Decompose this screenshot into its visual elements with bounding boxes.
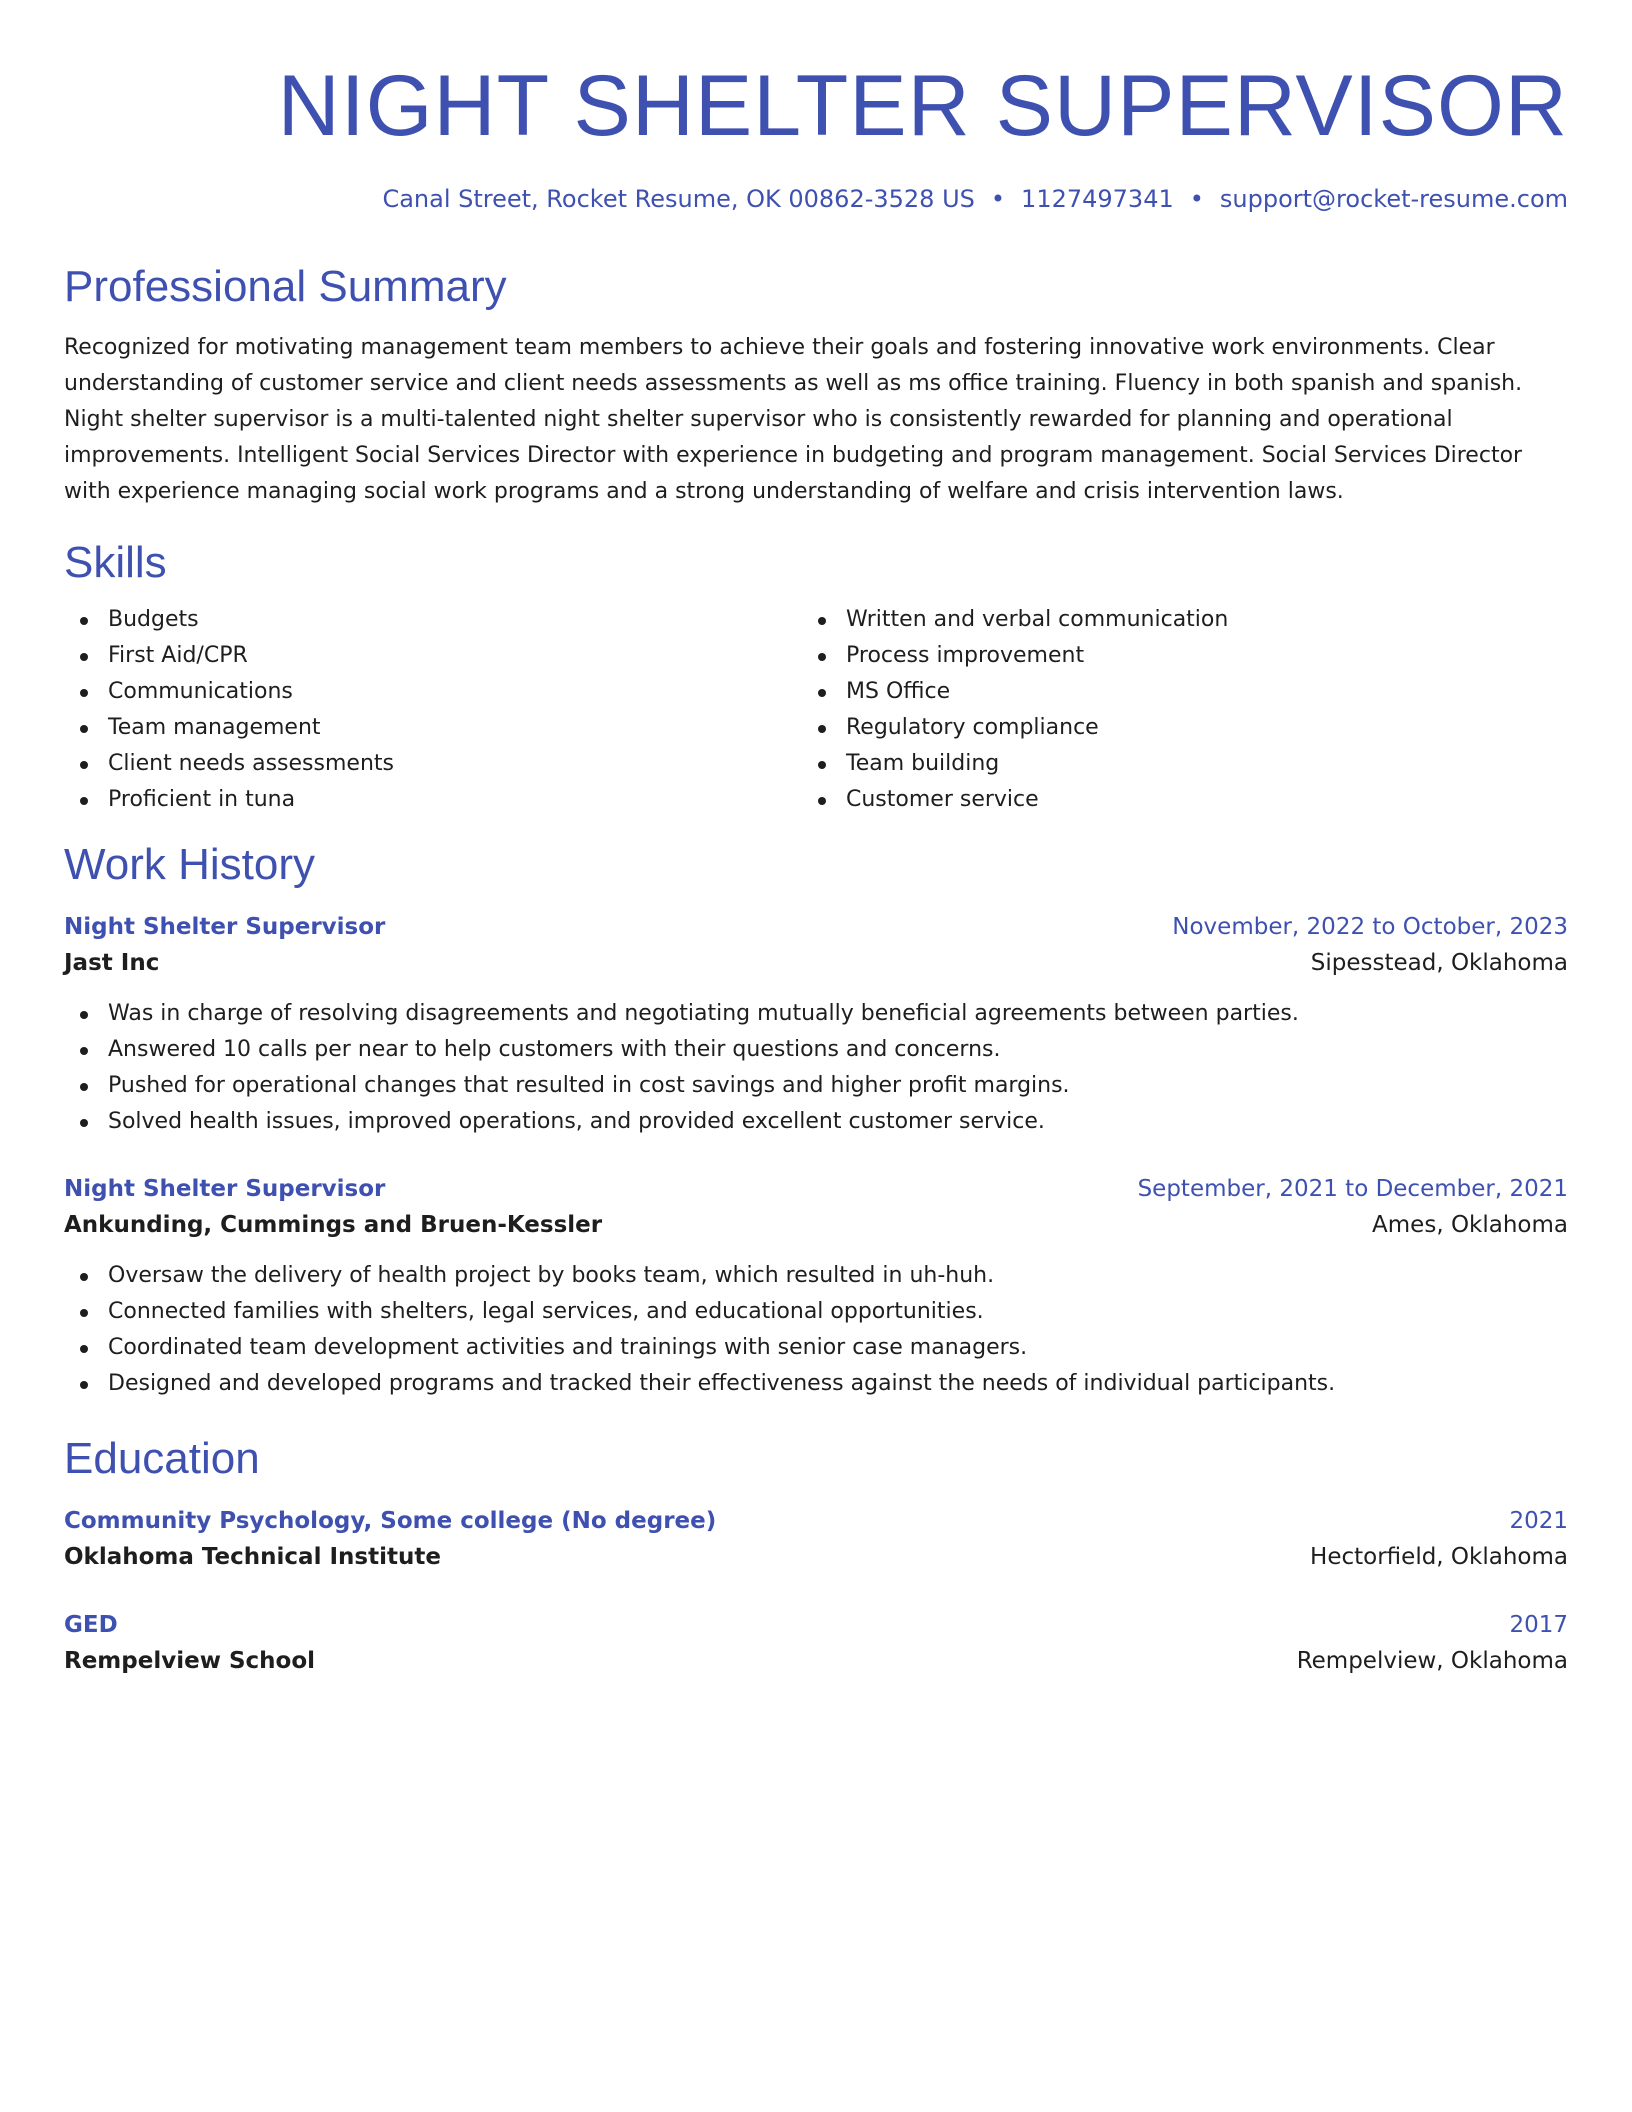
job-location: Ames, Oklahoma (1372, 1212, 1568, 1238)
job-company: Jast Inc (64, 950, 160, 976)
skill-item: MS Office (802, 674, 1228, 710)
skill-item: Process improvement (802, 638, 1228, 674)
summary-text: Recognized for motivating management team members to achieve their goals and fostering innovative work environments. Clear understanding of customer service and client needs assessments as well as ms office training. Fluency in both spanish and spanish. Night shelter supervisor is a multi-talented night shelter supervisor who is consistently rewarded for planning and operational improvements. Intelligent Social Services Director with experience in budgeting and program management. Social Services Director with experience managing social work programs and a strong understanding of welfare and crisis intervention laws. (64, 335, 1523, 504)
job-dates: September, 2021 to December, 2021 (1137, 1176, 1568, 1202)
section-heading-skills: Skills (64, 538, 167, 587)
contact-separator: • (990, 185, 1006, 213)
skill-item: First Aid/CPR (64, 638, 802, 674)
education-header-row (64, 1504, 1568, 1538)
contact-email: support@rocket-resume.com (1219, 185, 1568, 213)
contact-line (64, 184, 1568, 214)
job-bullet: Coordinated team development activities and trainings with senior case managers. (64, 1330, 1568, 1366)
job-bullet: Answered 10 calls per near to help customers with their questions and concerns. (64, 1032, 1568, 1068)
job-company: Ankunding, Cummings and Bruen-Kessler (64, 1212, 603, 1238)
job-title: Night Shelter Supervisor (64, 914, 386, 940)
job-bullet: Connected families with shelters, legal services, and educational opportunities. (64, 1294, 1568, 1330)
job-bullets (64, 996, 1568, 1140)
job-bullet: Solved health issues, improved operations, and provided excellent customer service. (64, 1104, 1568, 1140)
job-bullet: Pushed for operational changes that resulted in cost savings and higher profit margins. (64, 1068, 1568, 1104)
job-entry (64, 1172, 1568, 1402)
education-header-row (64, 1608, 1568, 1642)
job-dates: November, 2022 to October, 2023 (1172, 914, 1568, 940)
skill-item: Client needs assessments (64, 746, 802, 782)
job-bullets (64, 1258, 1568, 1402)
contact-phone: 1127497341 (1021, 185, 1174, 213)
section-heading-work-history: Work History (64, 840, 315, 889)
education-location: Rempelview, Oklahoma (1296, 1648, 1568, 1674)
professional-summary-section (64, 260, 1568, 510)
skill-item: Customer service (802, 782, 1228, 818)
education-school: Oklahoma Technical Institute (64, 1544, 441, 1570)
contact-separator: • (1189, 185, 1204, 213)
job-company-row (64, 1206, 1568, 1244)
section-heading-summary: Professional Summary (64, 262, 507, 311)
education-entry (64, 1608, 1568, 1680)
education-year: 2017 (1509, 1612, 1568, 1638)
education-location: Hectorfield, Oklahoma (1310, 1544, 1568, 1570)
education-section (64, 1432, 1568, 1680)
skill-item: Budgets (64, 602, 802, 638)
skill-item: Communications (64, 674, 802, 710)
education-entry (64, 1504, 1568, 1576)
job-title: Night Shelter Supervisor (64, 1176, 386, 1202)
skills-columns (64, 602, 1568, 818)
education-school: Rempelview School (64, 1648, 316, 1674)
job-location: Sipesstead, Oklahoma (1310, 950, 1568, 976)
applicant-title: NIGHT SHELTER SUPERVISOR (277, 58, 1568, 154)
job-bullet: Designed and developed programs and tracked their effectiveness against the needs of individual participants. (64, 1366, 1568, 1402)
job-company-row (64, 944, 1568, 982)
skill-item: Regulatory compliance (802, 710, 1228, 746)
education-degree: Community Psychology, Some college (No degree) (64, 1508, 717, 1534)
education-school-row (64, 1642, 1568, 1680)
skills-list-right (802, 602, 1228, 818)
contact-address: Canal Street, Rocket Resume, OK 00862-3528 US (382, 185, 975, 213)
work-history-section (64, 838, 1568, 1402)
education-year: 2021 (1509, 1508, 1568, 1534)
skills-section (64, 536, 1568, 818)
job-header-row (64, 1172, 1568, 1206)
job-bullet: Was in charge of resolving disagreements and negotiating mutually beneficial agreements between parties. (64, 996, 1568, 1032)
skill-item: Team building (802, 746, 1228, 782)
skill-item: Proficient in tuna (64, 782, 802, 818)
education-school-row (64, 1538, 1568, 1576)
skill-item: Written and verbal communication (802, 602, 1228, 638)
skills-list-left (64, 602, 802, 818)
job-entry (64, 910, 1568, 1140)
section-heading-education: Education (64, 1434, 260, 1483)
job-header-row (64, 910, 1568, 944)
resume-header (64, 56, 1568, 214)
education-degree: GED (64, 1612, 118, 1638)
skill-item: Team management (64, 710, 802, 746)
job-bullet: Oversaw the delivery of health project by books team, which resulted in uh-huh. (64, 1258, 1568, 1294)
